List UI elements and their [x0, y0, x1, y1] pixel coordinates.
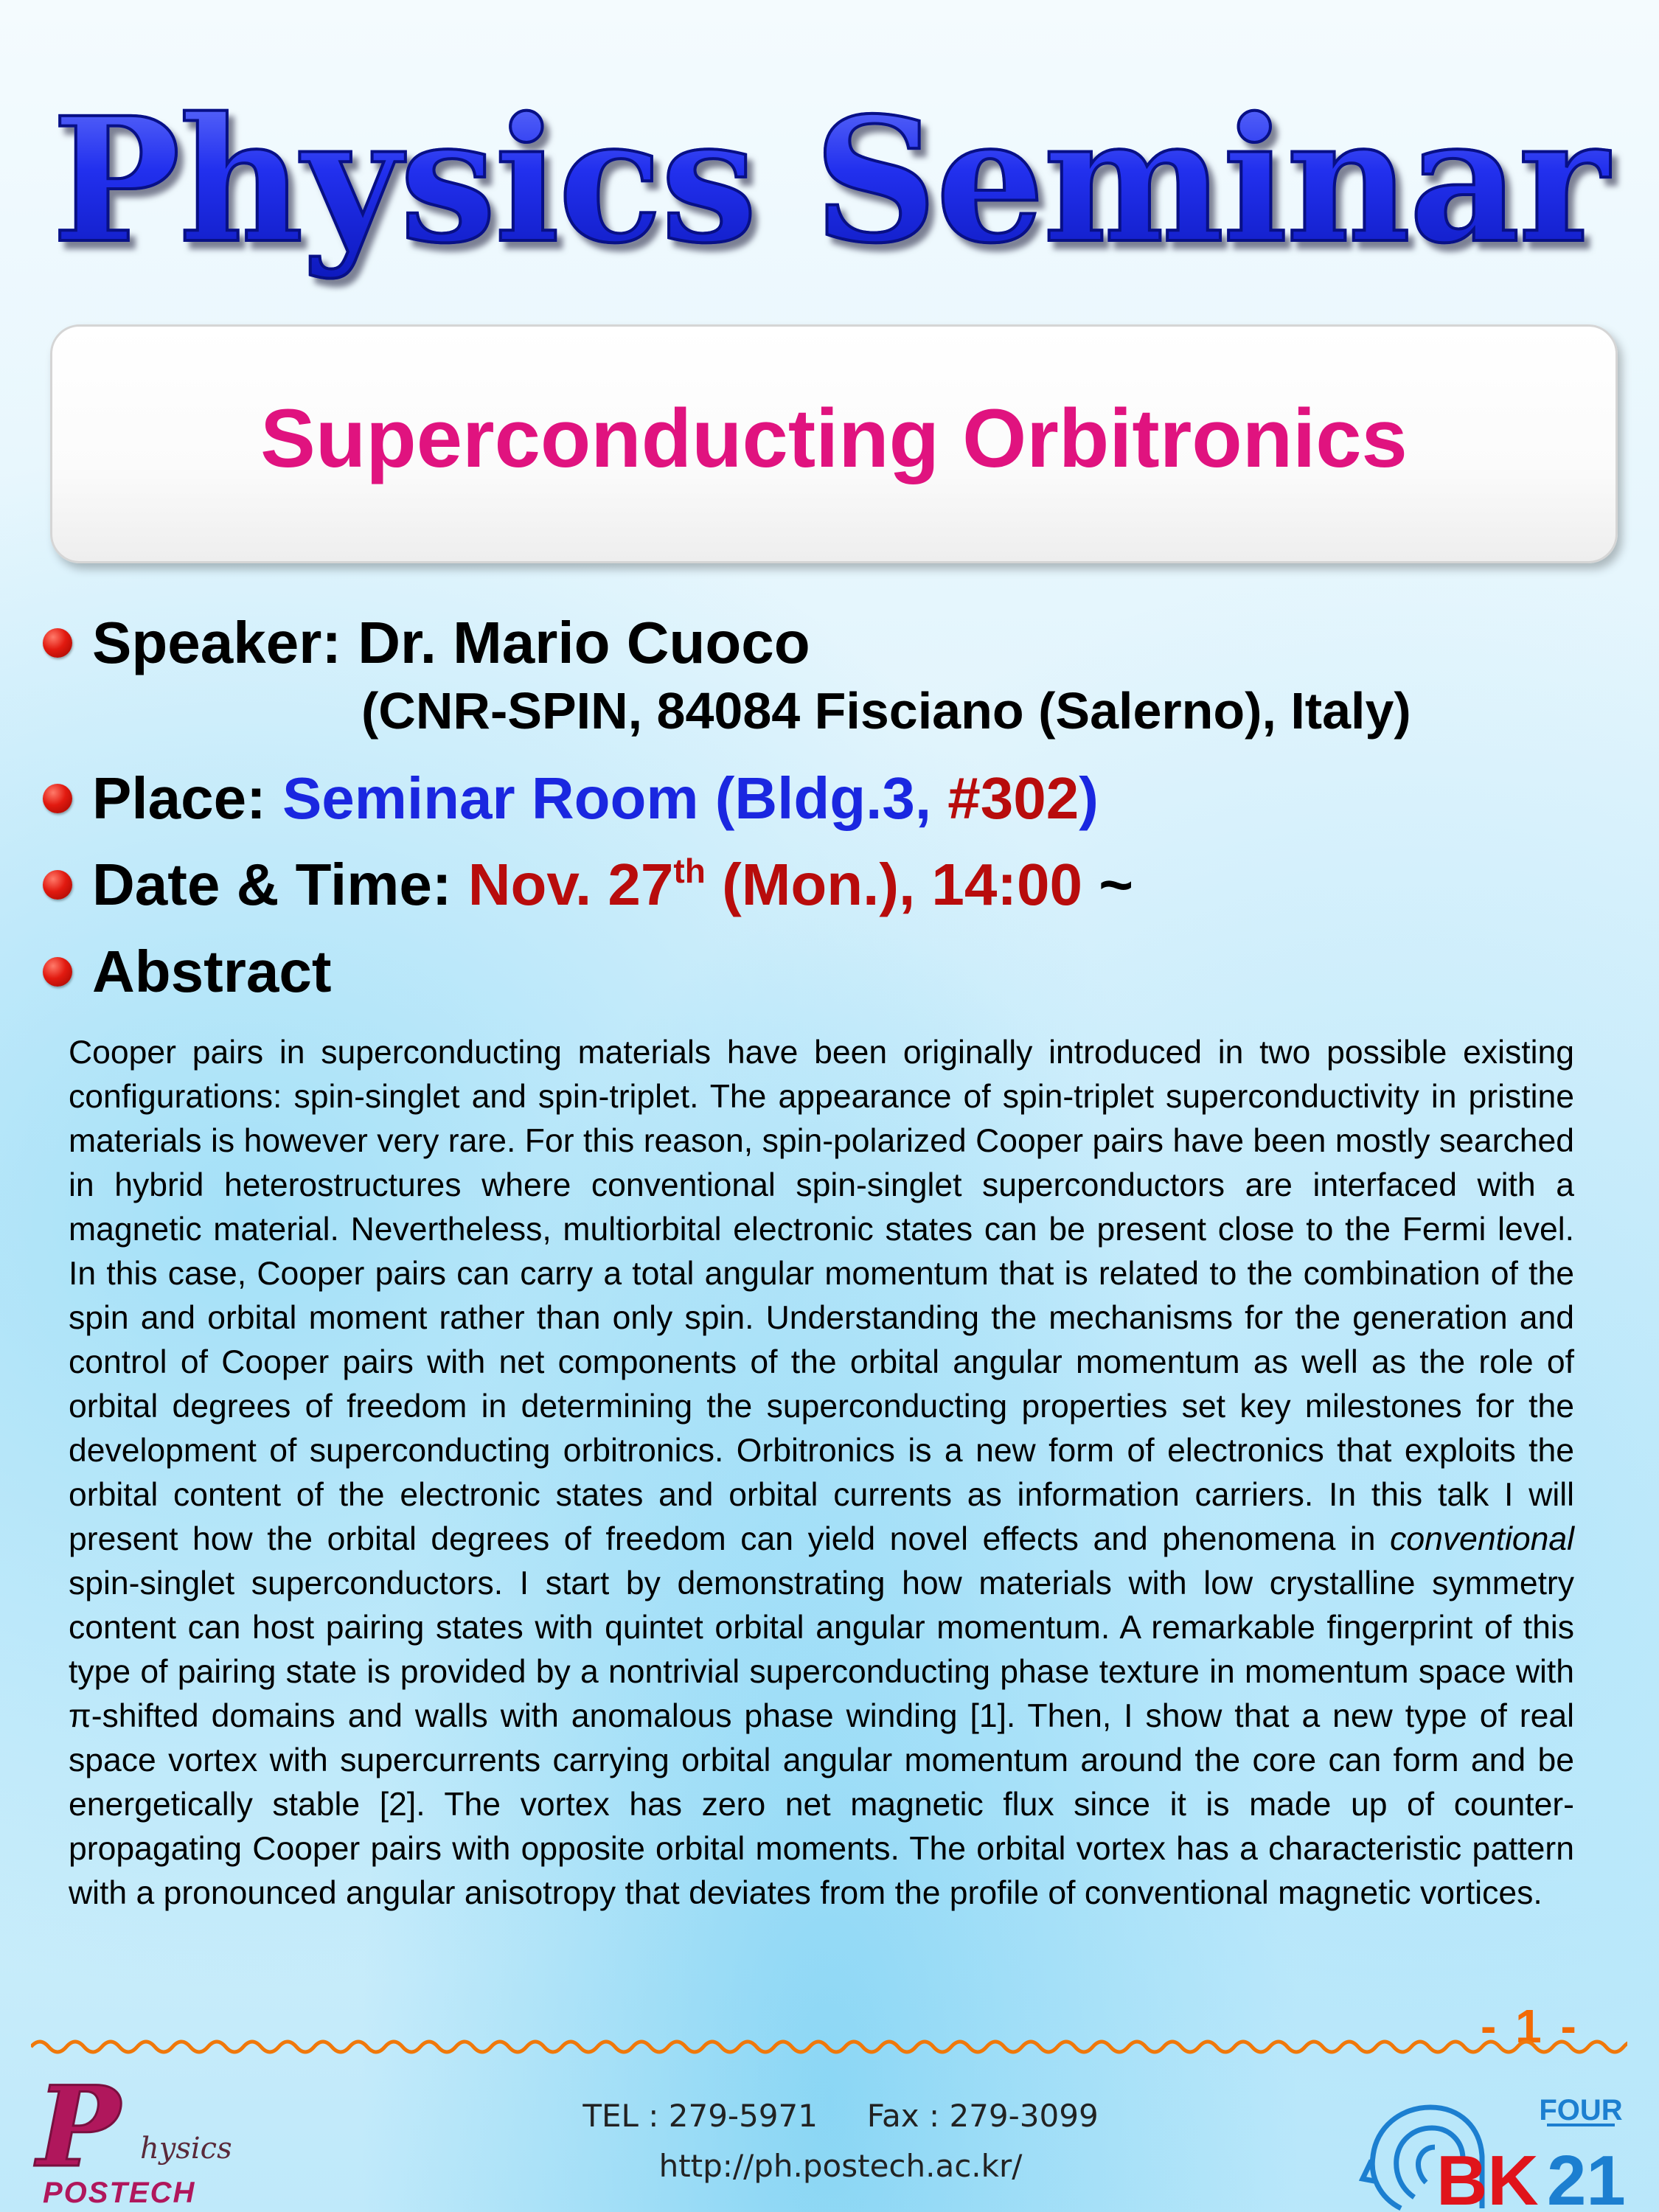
- postech-logo-script: hysics: [140, 2132, 232, 2166]
- abstract-text-part1: Cooper pairs in superconducting materials have been originally introduced in two possible existing configurations: spin-singlet and spin-triplet. The appearance of spin-triplet superconductivity in pristine materials is however very rare. For this reason, spin-polarized Cooper pairs have been mostly searched in hybrid heterostructures where conventional spin-singlet superconductors are interfaced with a magnetic material. Nevertheless, multiorbital electronic states can be present close to the Fermi level. In this case, Cooper pairs can carry a total angular momentum that is related to the combination of the spin and orbital moment rather than only spin. Understanding the mechanisms for the generation and control of Cooper pairs with net components of the orbital angular momentum as well as the role of orbital degrees of freedom in determining the superconducting properties set key milestones for the development of superconducting orbitronics. Orbitronics is a new form of electronics that exploits the orbital content of the electronic states and orbital currents as information carriers. In this talk I will present how the orbital degrees of freedom can yield novel effects and phenomena in: [69, 1034, 1574, 1557]
- postech-logo-name: POSTECH: [43, 2177, 196, 2208]
- speaker-label: Speaker:: [92, 610, 341, 675]
- abstract-text: [69, 1031, 1574, 1916]
- speaker-name: Dr. Mario Cuoco: [358, 610, 810, 675]
- date-ordinal-suffix: th: [673, 852, 706, 890]
- bullet-icon: [43, 957, 72, 987]
- talk-title: Superconducting Orbitronics: [260, 392, 1408, 484]
- footer-url[interactable]: http://ph.postech.ac.kr/: [658, 2148, 1023, 2184]
- speaker-affiliation: (CNR-SPIN, 84084 Fisciano (Salerno), Italy): [361, 682, 1411, 740]
- bullet-icon: [43, 784, 72, 813]
- page-number: - 1 -: [1481, 2000, 1579, 2053]
- postech-physics-logo: [29, 2076, 251, 2208]
- place-row: [92, 762, 1099, 835]
- abstract-text-part2: spin-singlet superconductors. I start by demonstrating how materials with low crystalline symmetry content can host pairing states with quintet orbital angular momentum. A remarkable fingerprint of this type of pairing state is provided by a nontrivial superconducting phase texture in momentum space with π-shifted domains and walls with anomalous phase winding [1]. Then, I show that a new type of real space vortex with supercurrents carrying orbital angular momentum around the core can form and be energetically stable [2]. The vortex has zero net magnetic flux since it is made up of counter-propagating Cooper pairs with opposite orbital moments. The orbital vortex has a characteristic pattern with a pronounced angular anisotropy that deviates from the profile of conventional magnetic vortices.: [69, 1565, 1574, 1911]
- place-close-paren: ): [1079, 765, 1099, 831]
- speaker-row: [92, 606, 810, 680]
- wavy-divider: [31, 2034, 1627, 2060]
- date-time-value: (Mon.), 14:00: [705, 852, 1083, 917]
- abstract-text-italic: conventional: [1390, 1521, 1574, 1557]
- postech-logo-letter: P: [37, 2076, 120, 2192]
- bk21-four-logo: [1349, 2087, 1644, 2212]
- abstract-heading: Abstract: [92, 939, 332, 1004]
- place-room-number: #302: [947, 765, 1079, 831]
- footer-contact: TEL : 279-5971 Fax : 279-3099: [582, 2098, 1099, 2134]
- date-value: Nov. 27: [467, 852, 674, 917]
- place-label: Place:: [92, 765, 266, 831]
- bk-four-text: FOUR: [1539, 2094, 1623, 2126]
- bullet-icon: [43, 870, 72, 900]
- date-time-row: [92, 848, 1133, 922]
- place-venue: Seminar Room (Bldg.3,: [282, 765, 948, 831]
- bk-number: 21: [1547, 2141, 1626, 2212]
- seminar-title: Physics Seminar: [0, 70, 1659, 291]
- date-time-label: Date & Time:: [92, 852, 452, 917]
- talk-title-box: [50, 324, 1618, 563]
- bk-letters: BK: [1436, 2141, 1539, 2212]
- bullet-icon: [43, 628, 72, 658]
- date-tilde: ~: [1082, 852, 1133, 917]
